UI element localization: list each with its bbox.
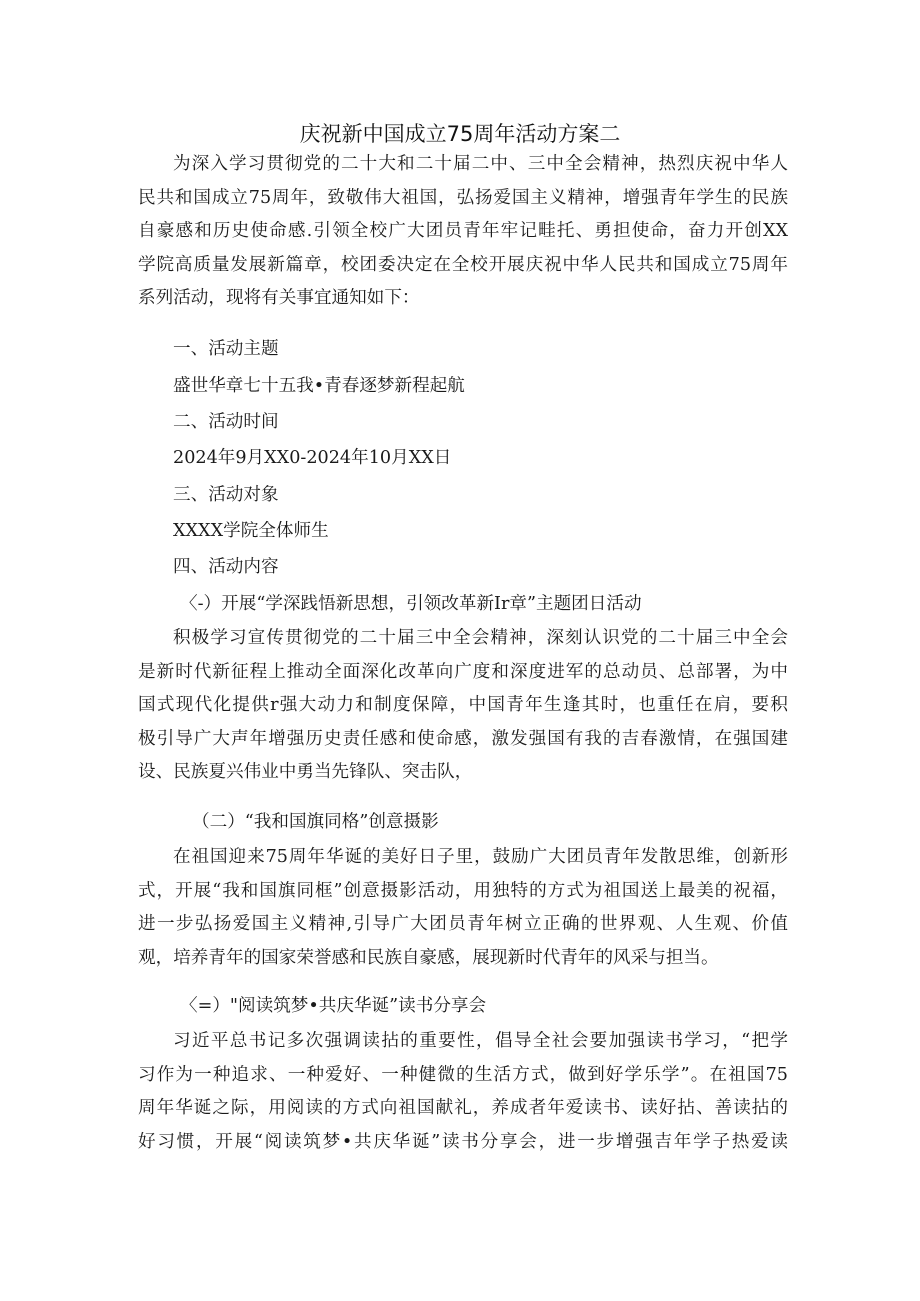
subsection-heading-2: （二）“我和国旗同格”创意摄影 [192, 812, 439, 832]
subsection-paragraph-3 [138, 1025, 788, 1159]
text-line: 在祖国迎来75周年华诞的美好日子里，鼓励广大团员青年发散思维，创新形 [173, 847, 788, 867]
section-heading-content: 四、活动内容 [173, 557, 279, 577]
section-heading-time: 二、活动时间 [173, 412, 279, 432]
text-line: 进一步弘扬爱国主义精神,引导广大团员青年树立正确的世界观、人生观、价值 [138, 914, 788, 934]
subsection-heading-1: 〈-）开展“学深践悟新思想，引领改革新Ir章”主题团日活动 [180, 594, 642, 614]
text-line: 民共和国成立75周年，致敬伟大祖国，弘扬爱国主义精神，增强青年学生的民族 [138, 187, 788, 208]
subsection-heading-3: 〈=）"阅读筑梦•共庆华诞”读书分享会 [180, 996, 487, 1016]
text-line: 自豪感和历史使命感.引领全校广大团员青年牢记畦托、勇担使命，奋力开创XX [138, 221, 788, 241]
subsection-paragraph-1 [138, 622, 788, 790]
text-line: 积极学习宣传贯彻党的二十届三中全会精神，深刻认识党的二十届三中全会 [173, 628, 788, 648]
text-line: 为深入学习贯彻党的二十大和二十届二中、三中全会精神，热烈庆祝中华人 [173, 154, 788, 174]
section-text-audience: XXXX学院全体师生 [173, 521, 329, 541]
intro-paragraph [138, 148, 788, 316]
text-line: 习作为一种追求、一种爱好、一种健微的生活方式，做到好学乐学”。在祖国75 [138, 1064, 788, 1085]
text-line: 式，开展“我和国旗同框”创意摄影活动，用独特的方式为祖国送上最美的祝福， [138, 880, 788, 901]
section-heading-audience: 三、活动对象 [173, 485, 279, 505]
section-text-time: 2024年9月XX0-2024年10月XX日 [173, 448, 452, 468]
text-line: 系列活动，现将有关事宜通知如下： [138, 288, 420, 308]
text-line: 是新时代新征程上推动全面深化改革向广度和深度进军的总动员、总部署，为中 [138, 661, 788, 682]
section-heading-theme: 一、活动主题 [173, 339, 279, 359]
text-line: 学院高质量发展新篇章，校团委决定在全校开展庆祝中华人民共和国成立75周年 [138, 254, 788, 275]
text-line: 习近平总书记多次强调读拈的重要性，倡导全社会要加强读书学习，“把学 [173, 1031, 788, 1051]
text-line: 国式现代化提供r强大动力和制度保障，中国青年生逢其时，也重任在肩，要积 [138, 695, 788, 715]
text-line: 好习惯，开展“阅读筑梦•共庆华诞”读书分享会，进一步增强吉年学子热爱读 [138, 1131, 788, 1152]
section-text-theme: 盛世华章七十五我•青春逐梦新程起航 [173, 376, 465, 396]
text-line: 观，培养青年的国家荣誉感和民族自豪感，展现新时代青年的风采与担当。 [138, 947, 719, 968]
text-line: 极引导广大声年增强历史责任感和使命感，激发强国有我的吉春激情，在强国建 [138, 728, 788, 749]
text-line: 周年华诞之际，用阅读的方式向祖国献礼，养成者年爱读书、读好拈、善读拈的 [138, 1098, 788, 1118]
document-title: 庆祝新中国成立75周年活动方案二 [299, 122, 621, 146]
subsection-paragraph-2 [138, 841, 788, 975]
text-line: 设、民族夏兴伟业中勇当先锋队、突击队， [138, 762, 473, 782]
